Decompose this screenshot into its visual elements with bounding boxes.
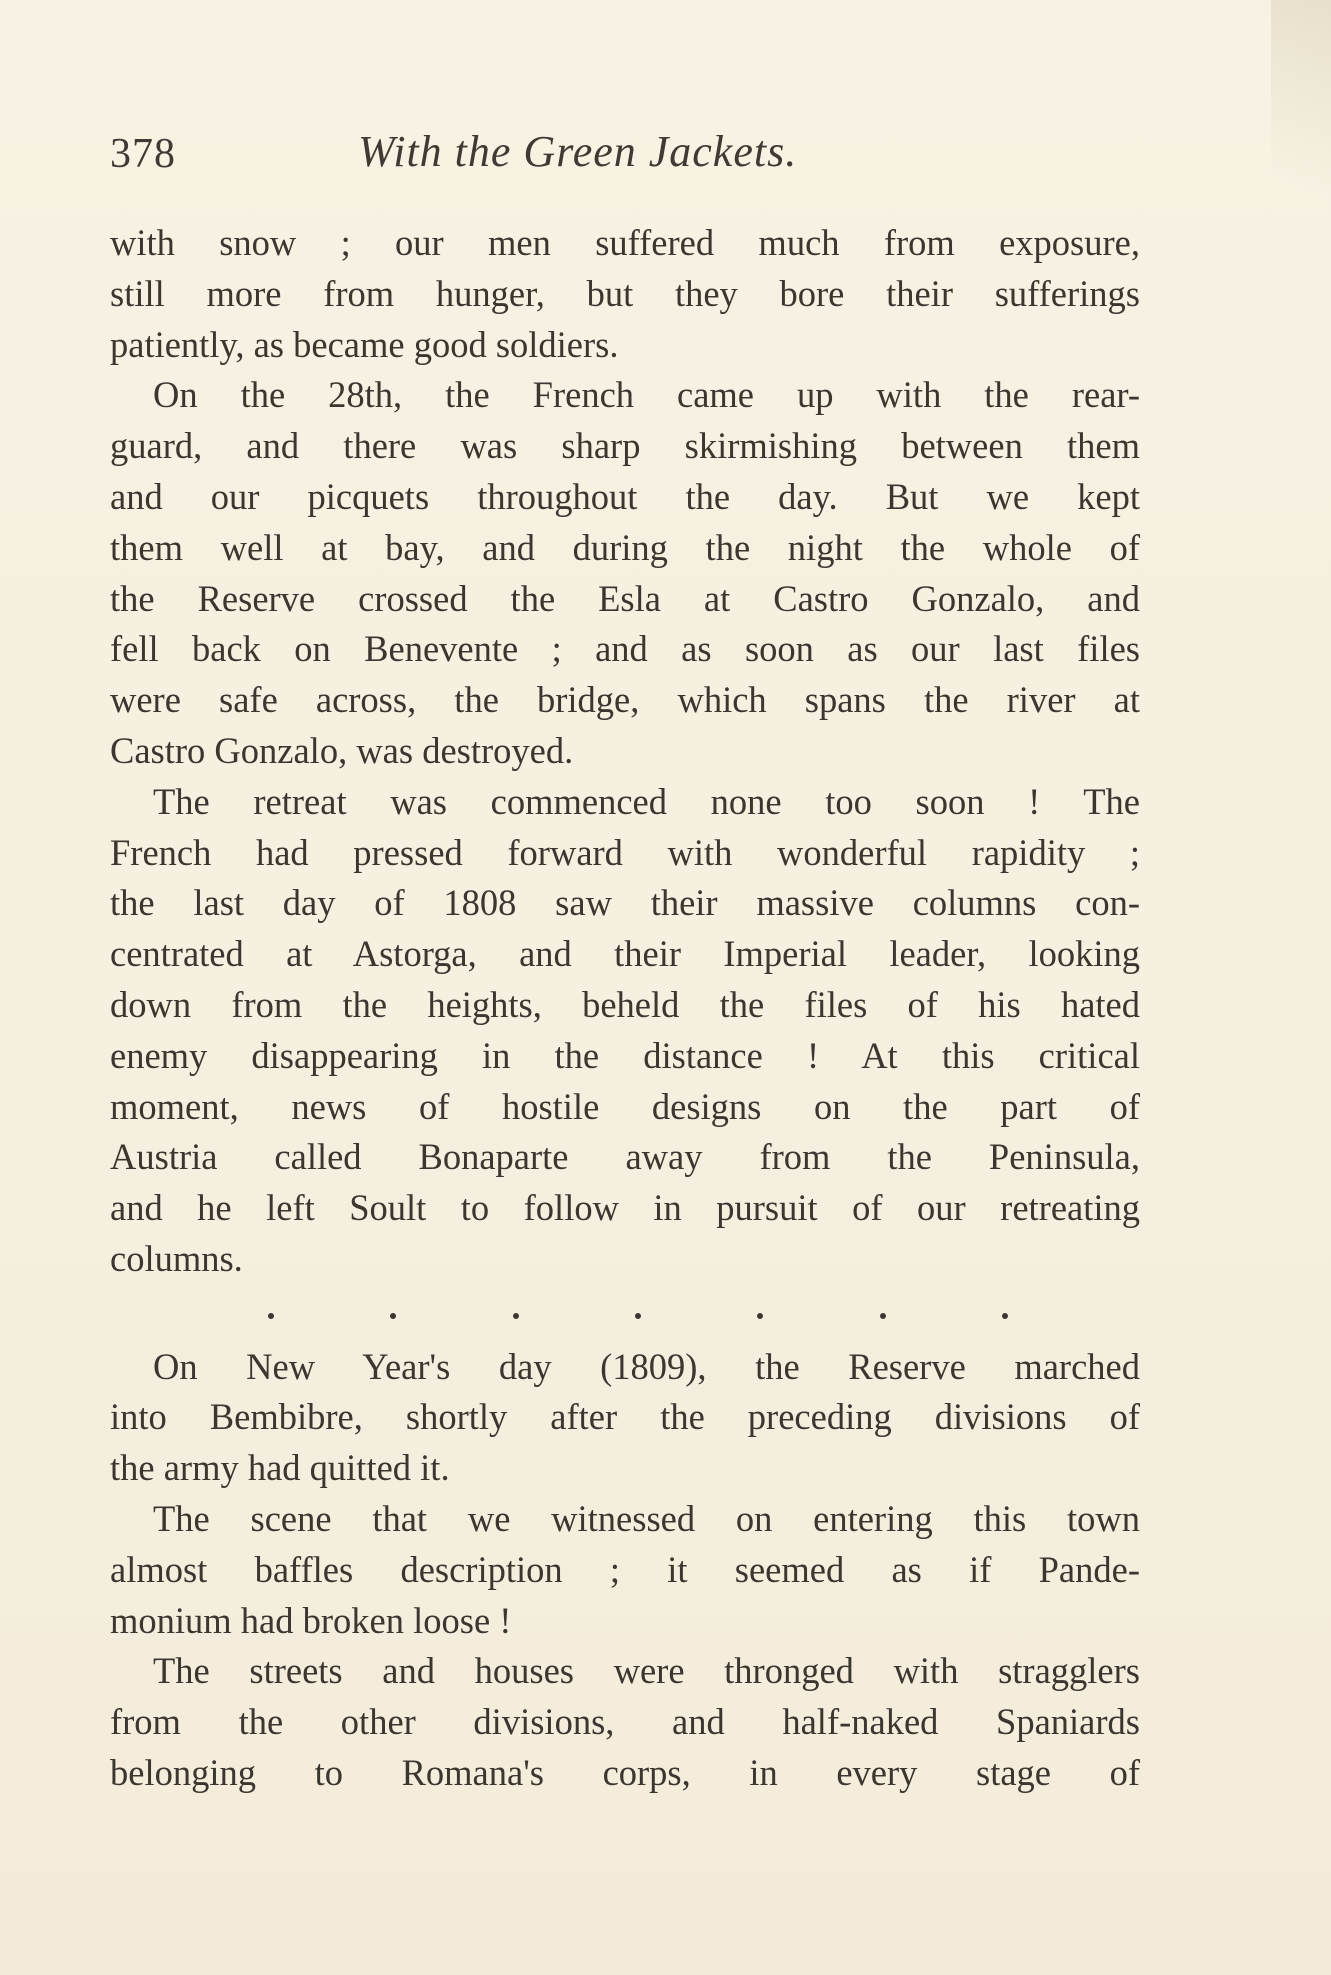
dot	[757, 1313, 763, 1319]
running-title: With the Green Jackets.	[358, 127, 798, 176]
text-line: The retreat was commenced none too soon ! The	[153, 780, 1140, 822]
text-line: enemy disappearing in the distance ! At this critical	[110, 1034, 1140, 1076]
text-line: the last day of 1808 saw their massive columns con-	[110, 882, 1140, 924]
text-line: still more from hunger, but they bore their sufferings	[110, 272, 1140, 314]
text-line: fell back on Benevente ; and as soon as our last files	[110, 628, 1140, 670]
text-line: down from the heights, beheld the files of his hated	[110, 983, 1140, 1025]
dot	[268, 1313, 274, 1319]
text-line: On New Year's day (1809), the Reserve marched	[153, 1345, 1140, 1387]
dot	[1002, 1313, 1008, 1319]
text-line: On the 28th, the French came up with the rear-	[153, 374, 1140, 416]
text-line: columns.	[110, 1237, 243, 1279]
text-line: the army had quitted it.	[110, 1447, 450, 1489]
text-line: were safe across, the bridge, which spans the river at	[110, 679, 1140, 721]
dot	[513, 1313, 519, 1319]
section-break-dots	[268, 1285, 1008, 1342]
text-line: patiently, as became good soldiers.	[110, 323, 619, 365]
text-line: with snow ; our men suffered much from exposure,	[110, 222, 1140, 263]
text-line: them well at bay, and during the night the whole of	[110, 526, 1140, 568]
text-line: The scene that we witnessed on entering this town	[153, 1497, 1140, 1539]
dot	[880, 1313, 886, 1319]
text-line: moment, news of hostile designs on the part of	[110, 1085, 1140, 1127]
text-line: almost baffles description ; it seemed as if Pande-	[110, 1548, 1140, 1590]
text-line: and he left Soult to follow in pursuit of our retreating	[110, 1187, 1140, 1229]
text-line: Castro Gonzalo, was destroyed.	[110, 729, 574, 771]
page-edge-shadow	[1271, 0, 1331, 260]
text-line: from the other divisions, and half-naked Spaniards	[110, 1701, 1140, 1743]
page-number: 378	[110, 131, 176, 177]
running-head	[110, 122, 910, 182]
text-line: guard, and there was sharp skirmishing between them	[110, 425, 1140, 467]
text-line: French had pressed forward with wonderful rapidity ;	[110, 831, 1140, 873]
dot	[390, 1313, 396, 1319]
dot	[635, 1313, 641, 1319]
text-line: centrated at Astorga, and their Imperial leader, looking	[110, 933, 1140, 975]
text-line: monium had broken loose !	[110, 1599, 512, 1641]
text-line: the Reserve crossed the Esla at Castro Gonzalo, and	[110, 577, 1140, 619]
text-line: and our picquets throughout the day. But we kept	[110, 475, 1140, 517]
body-text	[110, 218, 1140, 1799]
text-line: The streets and houses were thronged with stragglers	[153, 1650, 1140, 1692]
text-line: belonging to Romana's corps, in every stage of	[110, 1751, 1140, 1793]
text-line: into Bembibre, shortly after the preceding divisions of	[110, 1396, 1140, 1438]
text-line: Austria called Bonaparte away from the Peninsula,	[110, 1136, 1140, 1178]
